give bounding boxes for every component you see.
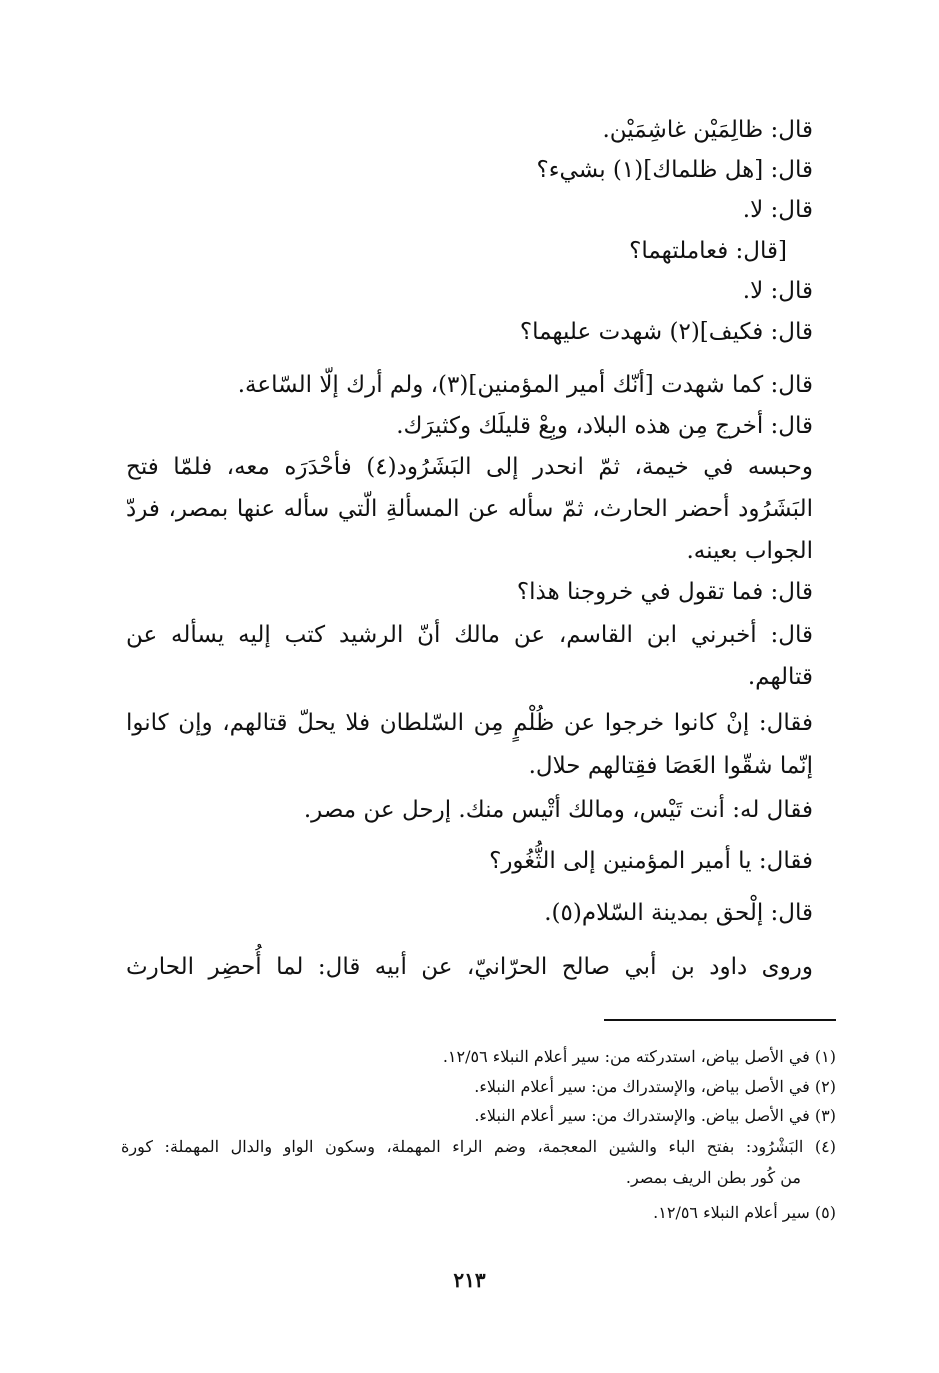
text-line: فقال: يا أمير المؤمنين إلى الثُّغُور؟ <box>489 848 813 874</box>
text-line: قال: لا. <box>742 278 813 304</box>
paragraph-line: الجواب بعينه. <box>686 538 813 564</box>
text-line: قال: [هل ظلماك](١) بشيء؟ <box>536 157 813 183</box>
footnote-continuation: من كُور بطن الريف بمصر. <box>625 1168 801 1187</box>
paragraph-line: وحبسه في خيمة، ثمّ انحدر إلى البَشَرُود(٤) فأحْدَرَه معه، فلمّا فتح <box>126 454 813 480</box>
paragraph-line: فقال: إنْ كانوا خرجوا عن ظُلْمٍ مِن السّلطان فلا يحلّ قتالهم، وإن كانوا <box>126 710 813 736</box>
text-line: فقال له: أنت تَيْس، ومالك أتْيس منك. إرحل عن مصر. <box>303 797 813 823</box>
text-line: قال: أخرج مِن هذه البلاد، وبِعْ قليلَك وكثيرَك. <box>396 413 813 439</box>
paragraph-line: وروى داود بن أبي صالح الحرّانيّ، عن أبيه قال: لما أُحضِر الحارث <box>126 954 813 980</box>
footnote: (٢) في الأصل بياض، والإستدراك من: سير أعلام النبلاء. <box>474 1077 836 1096</box>
footnote-separator <box>604 1019 836 1021</box>
text-line: قال: ظالِمَيْن غاشِمَيْن. <box>602 117 813 143</box>
paragraph-line: قال: أخبرني ابن القاسم، عن مالك أنّ الرشيد كتب إليه يسأله عن <box>126 622 813 648</box>
text-line: قال: فكيف](٢) شهدت عليهما؟ <box>519 319 813 345</box>
text-line: قال: كما شهدت [أنّك أمير المؤمنين](٣)، ولم أرك إلّا السّاعة. <box>237 372 813 398</box>
text-line: [قال: فعاملتهما؟ <box>629 238 787 264</box>
paragraph-line: قتالهم. <box>747 664 813 690</box>
page-number: ٢١٣ <box>453 1268 486 1292</box>
footnote: (٥) سير أعلام النبلاء ١٢/٥٦. <box>653 1203 836 1222</box>
footnote: (٤) البَشْرُود: بفتح الباء والشين المعجمة، وضم الراء المهملة، وسكون الواو والدال المهملة: كورة <box>121 1137 836 1156</box>
text-line: قال: فما تقول في خروجنا هذا؟ <box>516 579 813 605</box>
paragraph-line: البَشَرُود أحضر الحارث، ثمّ سأله عن المسألةِ الّتي سأله عنها بمصر، فردّ <box>126 496 813 522</box>
text-line: قال: إلْحق بمدينة السّلام(٥). <box>544 900 813 926</box>
paragraph-line: إنّما شقّوا العَصَا فقِتالهم حلال. <box>528 753 813 779</box>
footnote: (٣) في الأصل بياض. والإستدراك من: سير أعلام النبلاء. <box>474 1106 836 1125</box>
footnote: (١) في الأصل بياض، استدركته من: سير أعلام النبلاء ١٢/٥٦. <box>442 1047 836 1066</box>
text-line: قال: لا. <box>742 197 813 223</box>
